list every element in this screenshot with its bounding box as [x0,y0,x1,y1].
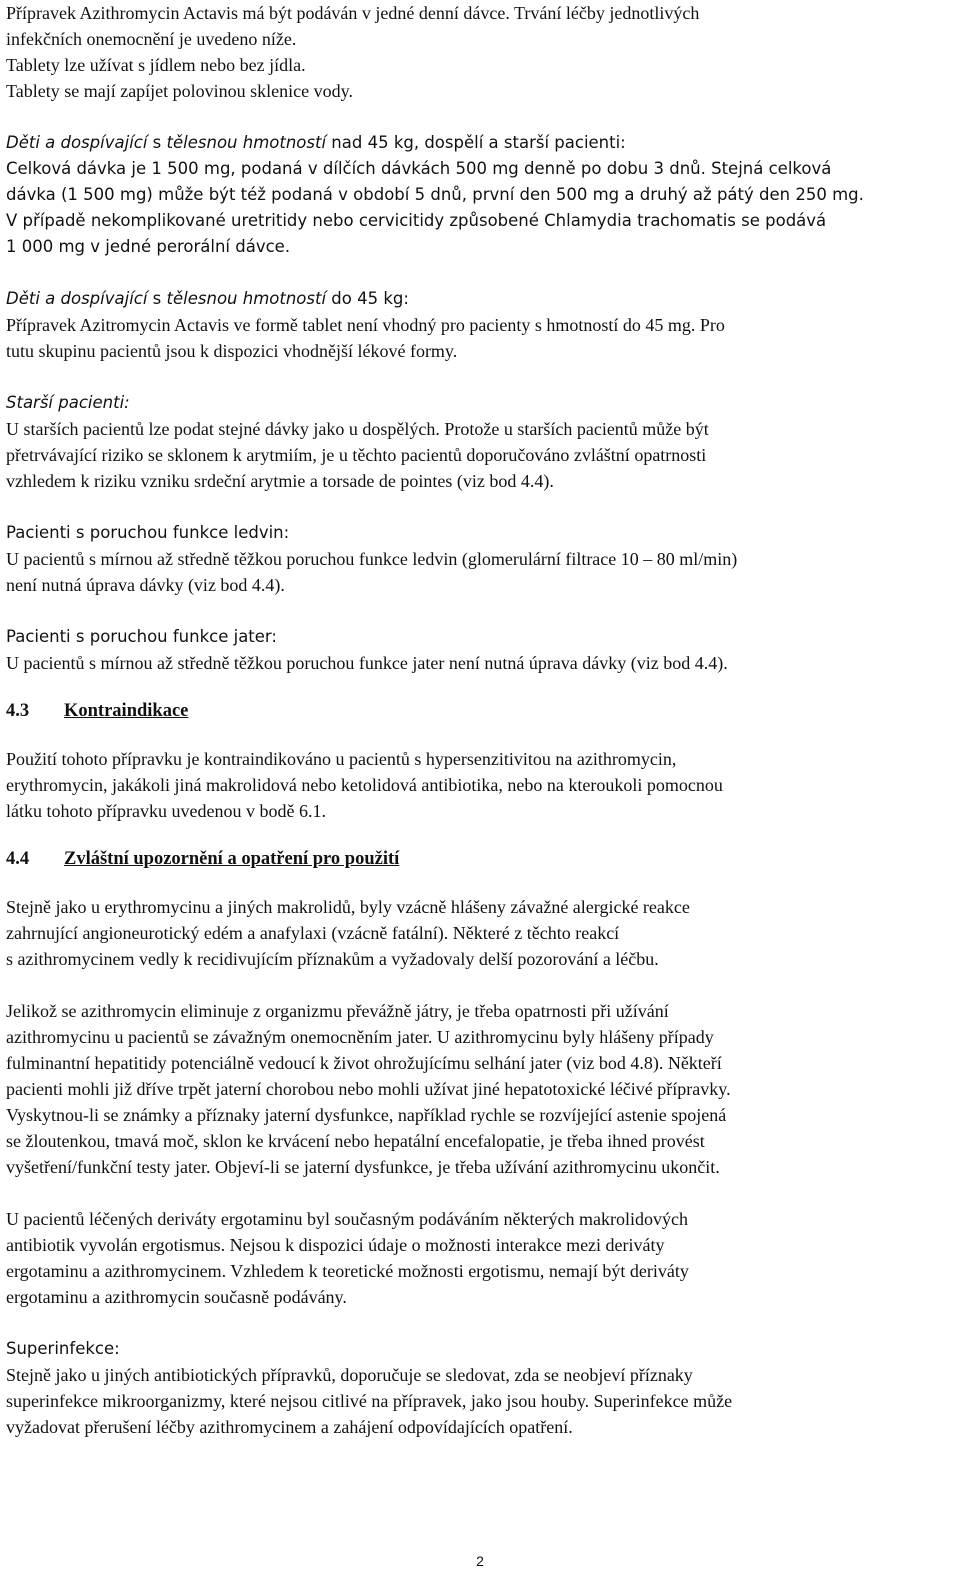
text-line: s azithromycinem vedly k recidivujícím příznakům a vyžadovaly delší pozorování a léčbu. [6,949,659,969]
text-line: Přípravek Azitromycin Actavis ve formě tablet není vhodný pro pacienty s hmotností do 45 mg. Pro [6,315,725,335]
text-line: Stejně jako u erythromycinu a jiných makrolidů, byly vzácně hlášeny závažné alergické reakce [6,897,690,917]
ergotamine-paragraph [6,1206,954,1310]
text-line: U pacientů s mírnou až středně těžkou poruchou funkce ledvin (glomerulární filtrace 10 – 80 ml/min) [6,549,738,569]
spacer [6,972,954,998]
heading-italic-part: tělesnou hmotností [166,133,327,152]
spacer [6,598,954,624]
text-line: není nutná úprava dávky (viz bod 4.4). [6,575,285,595]
text-line: azithromycinu u pacientů se závažným onemocněním jater. U azithromycinu byly hlášeny případy [6,1027,714,1047]
superinfection-section [6,1336,954,1440]
text-line: antibiotik vyvolán ergotismus. Nejsou k dispozici údaje o možnosti interakce mezi deriváty [6,1235,665,1255]
section-heading-4-4 [6,845,954,873]
spacer [6,494,954,520]
spacer [6,364,954,390]
renal-heading: Pacienti s poruchou funkce ledvin: [6,523,290,542]
spacer [6,260,954,286]
text-line: U pacientů léčených deriváty ergotaminu byl současným podáváním některých makrolidových [6,1209,688,1229]
heading-plain-part: s [147,289,167,308]
text-line: vzhledem k riziku vzniku srdeční arytmie a torsade de pointes (viz bod 4.4). [6,471,554,491]
text-line: Přípravek Azithromycin Actavis má být podáván v jedné denní dávce. Trvání léčby jednotlivých [6,3,700,23]
text-line: zahrnující angioneurotický edém a anafylaxi (vzácně fatální). Některé z těchto reakcí [6,923,620,943]
text-line: látku tohoto přípravku uvedenou v bodě 6.1. [6,801,326,821]
spacer [6,1310,954,1336]
text-line: dávka (1 500 mg) může být též podaná v období 5 dnů, první den 500 mg a druhý až pátý den 250 mg. [6,185,864,204]
spacer [6,725,954,746]
text-line: Stejně jako u jiných antibiotických přípravků, doporučuje se sledovat, zda se neobjeví příznaky [6,1365,693,1385]
text-line: U starších pacientů lze podat stejné dávky jako u dospělých. Protože u starších pacientů může být [6,419,709,439]
text-line: V případě nekomplikované uretritidy nebo cervicitidy způsobené Chlamydia trachomatis se podává [6,211,827,230]
text-line: Tablety lze užívat s jídlem nebo bez jídla. [6,55,306,75]
heading-italic-part: Děti a dospívající [6,133,148,152]
text-line: pacienti mohli již dříve trpět jaterní chorobou nebo mohli užívat jiné hepatotoxické léčivé přípravky. [6,1079,731,1099]
spacer [6,676,954,697]
text-line: tutu skupinu pacientů jsou k dispozici vhodnější lékové formy. [6,341,458,361]
children-dosage-section [6,286,954,364]
hepatic-section [6,624,954,676]
text-line: erythromycin, jakákoli jiná makrolidová nebo ketolidová antibiotika, nebo na kteroukoli pomocnou [6,775,723,795]
heading-plain-part: do 45 kg: [326,289,409,308]
text-line: ergotaminu a azithromycin současně podávány. [6,1287,347,1307]
document-page [6,0,954,1440]
spacer [6,873,954,894]
section-title: Kontraindikace [64,701,189,721]
elderly-section [6,390,954,494]
allergy-paragraph [6,894,954,972]
heading-plain-part: s [147,133,167,152]
text-line: vyšetření/funkční testy jater. Objeví-li se jaterní dysfunkce, je třeba užívání azithromycinu ukončit. [6,1157,720,1177]
hepatic-heading: Pacienti s poruchou funkce jater: [6,627,277,646]
adults-heading [6,130,954,156]
renal-section [6,520,954,598]
heading-plain-part: nad 45 kg, dospělí a starší pacienti: [326,133,626,152]
text-line: Tablety se mají zapíjet polovinou sklenice vody. [6,81,353,101]
elderly-heading: Starší pacienti: [6,393,130,412]
section-number: 4.4 [6,849,30,869]
text-line: U pacientů s mírnou až středně těžkou poruchou funkce jater není nutná úprava dávky (viz bod 4.4). [6,653,728,673]
spacer [6,104,954,130]
superinfection-heading: Superinfekce: [6,1339,120,1358]
spacer [6,1180,954,1206]
text-line: ergotaminu a azithromycinem. Vzhledem k teoretické možnosti ergotismu, nemají být deriváty [6,1261,689,1281]
text-line: se žloutenkou, tmavá moč, sklon ke krvácení nebo hepatální encefalopatie, je třeba ihned provést [6,1131,705,1151]
page-number: 2 [476,1553,484,1569]
text-line: přetrvávající riziko se sklonem k arytmiím, je u těchto pacientů doporučováno zvláštní opatrnosti [6,445,707,465]
text-line: Použití tohoto přípravku je kontraindikováno u pacientů s hypersenzitivitou na azithromycin, [6,749,677,769]
text-line: 1 000 mg v jedné perorální dávce. [6,237,291,256]
text-line: Vyskytnou-li se známky a příznaky jaterní dysfunkce, například rychle se rozvíjející astenie spojená [6,1105,727,1125]
heading-italic-part: tělesnou hmotností [166,289,327,308]
heading-italic-part: Děti a dospívající [6,289,148,308]
spacer [6,824,954,845]
text-line: infekčních onemocnění je uvedeno níže. [6,29,297,49]
text-line: Jelikož se azithromycin eliminuje z organizmu převážně játry, je třeba opatrnosti při užívání [6,1001,669,1021]
adults-dosage-section [6,130,954,260]
contraindications-paragraph [6,746,954,824]
section-number: 4.3 [6,701,30,721]
text-line: fulminantní hepatitidy potenciálně vedoucí k život ohrožujícímu selhání jater (viz bod 4.8). Někteří [6,1053,722,1073]
section-title: Zvláštní upozornění a opatření pro použití [64,849,400,869]
text-line: vyžadovat přerušení léčby azithromycinem a zahájení odpovídajících opatření. [6,1417,573,1437]
liver-paragraph [6,998,954,1180]
intro-paragraph [6,0,954,104]
section-heading-4-3 [6,697,954,725]
children-heading [6,286,954,312]
text-line: superinfekce mikroorganizmy, které nejsou citlivé na přípravek, jako jsou houby. Superinfekce může [6,1391,733,1411]
text-line: Celková dávka je 1 500 mg, podaná v dílčích dávkách 500 mg denně po dobu 3 dnů. Stejná celková [6,159,832,178]
